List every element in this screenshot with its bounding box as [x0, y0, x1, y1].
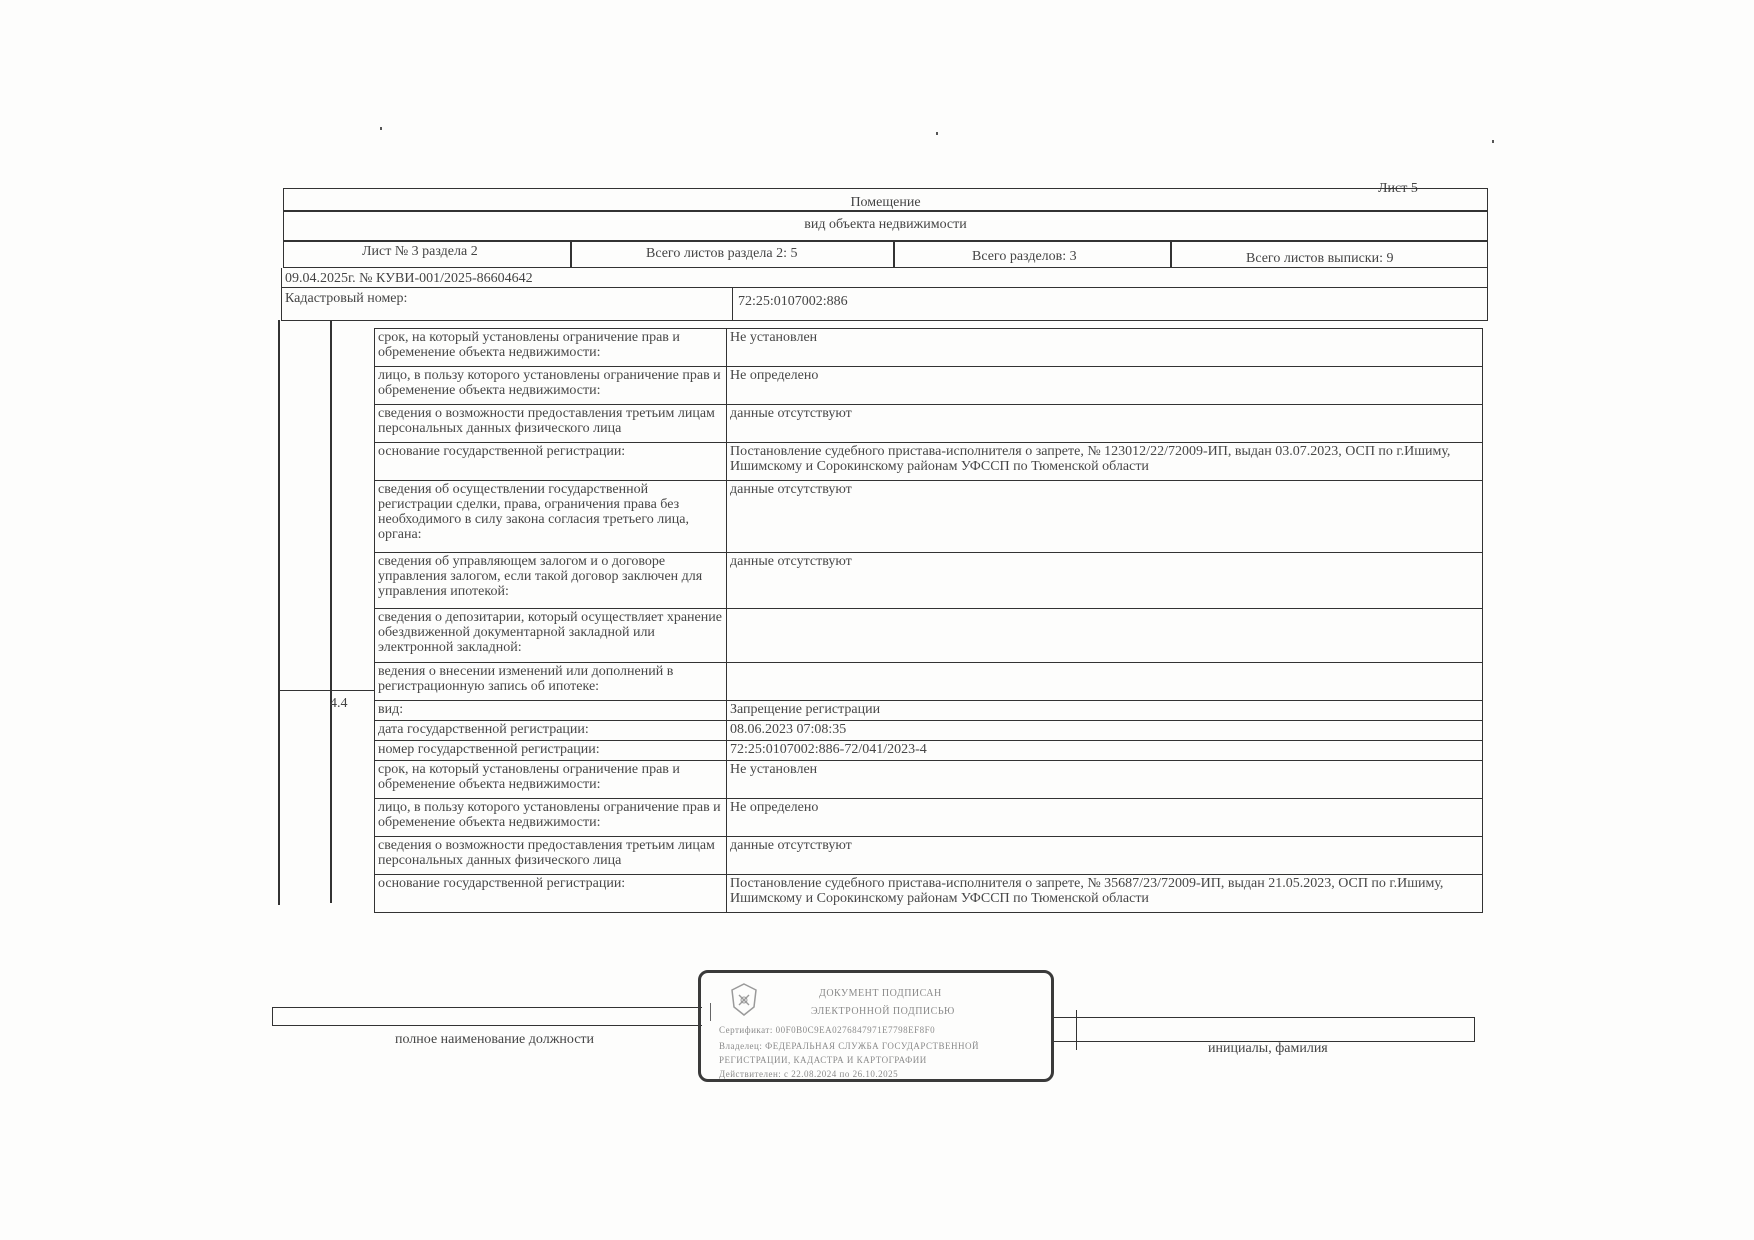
- name-caption: инициалы, фамилия: [1208, 1041, 1328, 1056]
- row-value: 72:25:0107002:886-72/041/2023-4: [727, 741, 1483, 761]
- row-label: основание государственной регистрации:: [375, 443, 727, 481]
- object-type-caption: вид объекта недвижимости: [804, 217, 967, 232]
- row-label: сведения о депозитарии, который осуществляет хранение обездвиженной документарной закладной или электронной закладной:: [375, 609, 727, 663]
- margin-line-inner: [330, 320, 332, 903]
- signature-line-right-edge: [1474, 1017, 1475, 1042]
- row-value: Не определено: [727, 799, 1483, 837]
- row-label: срок, на который установлены ограничение прав и обременение объекта недвижимости:: [375, 329, 727, 367]
- object-type: Помещение: [850, 195, 921, 210]
- row-value: Постановление судебного пристава-исполнителя о запрете, № 123012/22/72009-ИП, выдан 03.07.2023, ОСП по г.Ишиму, Ишимскому и Сорокинскому районам УФССП по Тюменской области: [727, 443, 1483, 481]
- table-row: [375, 701, 1483, 721]
- row-value: Не установлен: [727, 761, 1483, 799]
- row-value: Не определено: [727, 367, 1483, 405]
- signature-line-top-left: [272, 1007, 702, 1008]
- sheet-of-section: Лист № 3 раздела 2: [362, 244, 478, 259]
- stamp-owner: Владелец: ФЕДЕРАЛЬНАЯ СЛУЖБА ГОСУДАРСТВЕННОЙ: [719, 1041, 980, 1051]
- row-label: сведения о возможности предоставления третьим лицам персональных данных физического лица: [375, 405, 727, 443]
- row-value: данные отсутствуют: [727, 837, 1483, 875]
- object-type-block: [283, 188, 1488, 242]
- stamp-validity: Действителен: с 22.08.2024 по 26.10.2025: [719, 1069, 899, 1079]
- signature-line-left-edge: [272, 1007, 273, 1026]
- stamp-title: ДОКУМЕНТ ПОДПИСАН: [819, 988, 942, 999]
- stamp-subtitle: ЭЛЕКТРОННОЙ ПОДПИСЬЮ: [811, 1006, 955, 1017]
- stamp-tick: [710, 1003, 711, 1021]
- table-row: [375, 741, 1483, 761]
- table-row: [375, 799, 1483, 837]
- table-row: [375, 481, 1483, 553]
- row-value: данные отсутствуют: [727, 405, 1483, 443]
- table-row: [375, 609, 1483, 663]
- stamp-certificate: Сертификат: 00F0B0C9EA0276847971E7798EF8F0: [719, 1025, 936, 1035]
- row-label: вид:: [375, 701, 727, 721]
- signature-line-top-right: [1052, 1017, 1475, 1018]
- row-label: номер государственной регистрации:: [375, 741, 727, 761]
- table-row: [375, 663, 1483, 701]
- row-label: сведения об осуществлении государственной регистрации сделки, права, ограничения права без необходимого в силу закона согласия третьего лица, органа:: [375, 481, 727, 553]
- row-label: лицо, в пользу которого установлены ограничение прав и обременение объекта недвижимости:: [375, 367, 727, 405]
- row-value: Постановление судебного пристава-исполнителя о запрете, № 35687/23/72009-ИП, выдан 21.05.2023, ОСП по г.Ишиму, Ишимскому и Сорокинскому районам УФССП по Тюменской области: [727, 875, 1483, 913]
- row-value: [727, 609, 1483, 663]
- scan-speck: [1492, 140, 1494, 143]
- table-row: [375, 721, 1483, 741]
- scan-speck: [380, 127, 382, 130]
- margin-line-outer: [278, 320, 280, 905]
- position-caption: полное наименование должности: [395, 1032, 595, 1047]
- signature-divider: [1076, 1010, 1077, 1050]
- table-row: [375, 553, 1483, 609]
- row-value: [727, 663, 1483, 701]
- row-label: лицо, в пользу которого установлены ограничение прав и обременение объекта недвижимости:: [375, 799, 727, 837]
- row-label: основание государственной регистрации:: [375, 875, 727, 913]
- scan-speck: [936, 132, 938, 135]
- cadastral-label: Кадастровый номер:: [285, 291, 408, 306]
- sheet-label: Лист 5: [1378, 181, 1418, 196]
- total-extract-sheets: Всего листов выписки: 9: [1246, 251, 1394, 266]
- table-row: [375, 761, 1483, 799]
- row-value: 08.06.2023 07:08:35: [727, 721, 1483, 741]
- document-reference: 09.04.2025г. № КУВИ-001/2025-86604642: [285, 271, 533, 286]
- table-row: [375, 443, 1483, 481]
- row-value: Запрещение регистрации: [727, 701, 1483, 721]
- row-label: срок, на который установлены ограничение прав и обременение объекта недвижимости:: [375, 761, 727, 799]
- stamp-owner-cont: РЕГИСТРАЦИИ, КАДАСТРА И КАРТОГРАФИИ: [719, 1055, 927, 1065]
- row-value: данные отсутствуют: [727, 553, 1483, 609]
- table-row: [375, 837, 1483, 875]
- row-label: ведения о внесении изменений или дополнений в регистрационную запись об ипотеке:: [375, 663, 727, 701]
- row-label: дата государственной регистрации:: [375, 721, 727, 741]
- emblem-icon: [727, 981, 761, 1019]
- total-section-sheets: Всего листов раздела 2: 5: [646, 246, 798, 261]
- table-row: [375, 875, 1483, 913]
- table-row: [375, 405, 1483, 443]
- row-label: сведения о возможности предоставления третьим лицам персональных данных физического лица: [375, 837, 727, 875]
- table-row: [375, 329, 1483, 367]
- row-value: Не установлен: [727, 329, 1483, 367]
- row-value: данные отсутствуют: [727, 481, 1483, 553]
- signature-line-left: [272, 1025, 702, 1026]
- table-row: [375, 367, 1483, 405]
- cadastral-number: 72:25:0107002:886: [738, 294, 848, 309]
- row-label: сведения об управляющем залогом и о договоре управления залогом, если такой договор заключен для управления ипотекой:: [375, 553, 727, 609]
- record-number: 4.4: [330, 696, 348, 711]
- doc-ref-block: [281, 268, 1488, 321]
- sheet-info-row: [283, 240, 1488, 268]
- electronic-signature-stamp: [698, 970, 1054, 1082]
- encumbrance-table: [374, 328, 1483, 913]
- total-sections: Всего разделов: 3: [972, 249, 1077, 264]
- record-separator: [278, 690, 374, 691]
